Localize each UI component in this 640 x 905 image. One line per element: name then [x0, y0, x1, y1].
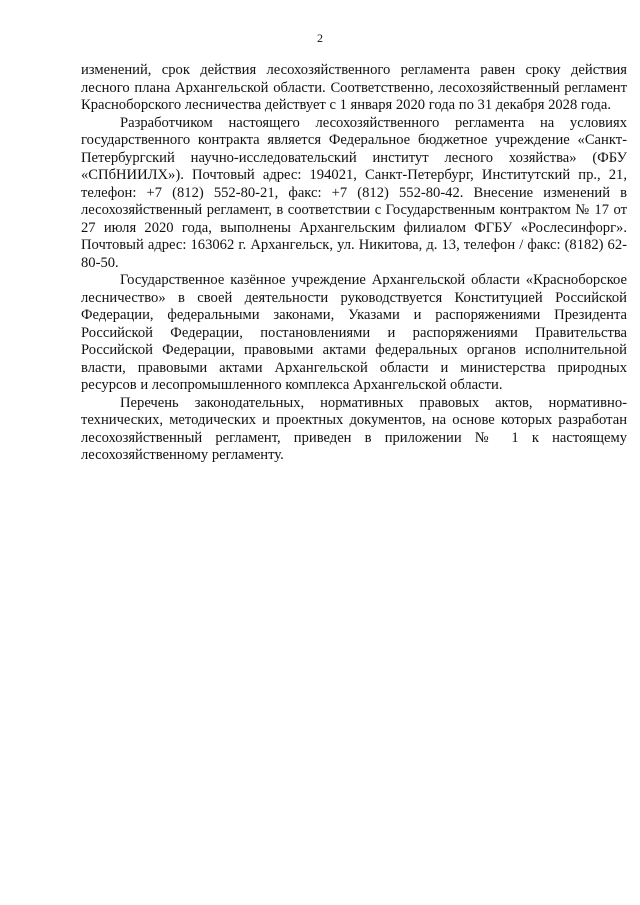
document-body: [81, 62, 627, 465]
paragraph-document-list: Перечень законодательных, нормативных правовых актов, нормативно-технических, методических и проектных документов, на основе которых разработан лесохозяйственный регламент, приведен в приложении № 1 к настоящему лесохозяйственному регламенту.: [81, 394, 627, 463]
paragraph-continuation: изменений, срок действия лесохозяйственного регламента равен сроку действия лесного плана Архангельской области. Соответственно, лесохозяйственный регламент Красноборского лесничества действует с 1 января 2020 года по 31 декабря 2028 года.: [81, 62, 627, 113]
paragraph-developer: Разработчиком настоящего лесохозяйственного регламента на условиях государственного контракта является Федеральное бюджетное учреждение «Санкт-Петербургский научно-исследовательский институт лесного хозяйства» (ФБУ «СПбНИИЛХ»). Почтовый адрес: 194021, Санкт-Петербург, Институтский пр., 21, телефон: +7 (812) 552-80-21, факс: +7 (812) 552-80-42. Внесение изменений в лесохозяйственный регламент, в соответствии с Государственным контрактом № 17 от 27 июля 2020 года, выполнены Архангельским филиалом ФГБУ «Рослесинфорг». Почтовый адрес: 163062 г. Архангельск, ул. Никитова, д. 13, телефон / факс: (8182) 62-80-50.: [81, 114, 627, 271]
paragraph-legal-basis: Государственное казённое учреждение Архангельской области «Красноборское лесничество» в своей деятельности руководствуется Конституцией Российской Федерации, федеральными законами, Указами и распоряжениями Президента Российской Федерации, постановлениями и распоряжениями Правительства Российской Федерации, правовыми актами федеральных органов исполнительной власти, правовыми актами Архангельской области и министерства природных ресурсов и лесопромышленного комплекса Архангельской области.: [81, 272, 627, 393]
page-number: 2: [317, 31, 323, 45]
